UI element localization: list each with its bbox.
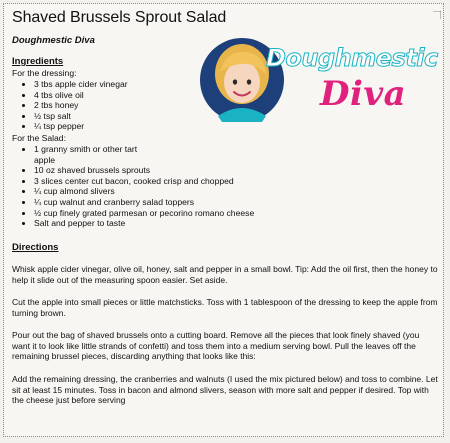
list-item: • ½ cup finely grated parmesan or pecorino romano cheese [34, 208, 254, 219]
list-item: • 1 granny smith or other tart apple [34, 144, 154, 165]
ingredients-heading: Ingredients [12, 56, 64, 67]
direction-step-1: Whisk apple cider vinegar, olive oil, honey, salt and pepper in a small bowl. Tip: Add the oil first, then the honey to help it slide out of the measuring spoon easier. Set aside. [12, 264, 438, 285]
salad-list [20, 144, 254, 229]
dressing-list [20, 79, 128, 132]
salad-label: For the Salad: [12, 133, 66, 143]
list-item: • Salt and pepper to taste [34, 218, 254, 229]
directions-heading: Directions [12, 242, 59, 253]
doughmestic-diva-logo [192, 30, 442, 126]
list-item: • 2 tbs honey [34, 100, 128, 111]
list-item: • 4 tbs olive oil [34, 90, 128, 101]
list-item: • 10 oz shaved brussels sprouts [34, 165, 254, 176]
recipe-title: Shaved Brussels Sprout Salad [12, 9, 227, 26]
list-item: • 3 slices center cut bacon, cooked crisp and chopped [34, 176, 254, 187]
direction-step-4: Add the remaining dressing, the cranberries and walnuts (I used the mix pictured below) and toss to combine. Let sit at least 15 minutes. Toss in bacon and almond slivers, season with more salt and pepper if desired. Top with the cheese just before serving [12, 374, 438, 405]
dressing-label: For the dressing: [12, 68, 77, 78]
recipe-card [3, 3, 444, 437]
list-item: • ¼ cup almond slivers [34, 186, 254, 197]
direction-step-3: Pour out the bag of shaved brussels onto a cutting board. Remove all the pieces that look finely shaved (you want it to look like little strands of confetti) and toss them into a medium serving bowl. Pull the leaves off the remaining brussel pieces, discarding anything that looks like this: [12, 330, 420, 361]
list-item: • ¼ cup walnut and cranberry salad toppers [34, 197, 254, 208]
logo-word-doughmestic: Doughmestic [266, 44, 438, 72]
list-item: • 3 tbs apple cider vinegar [34, 79, 128, 90]
direction-step-2: Cut the apple into small pieces or little matchsticks. Toss with 1 tablespoon of the dressing to keep the apple from turning brown. [12, 297, 438, 318]
list-item: • ½ tsp salt [34, 111, 128, 122]
corner-mark-icon [433, 6, 441, 14]
logo-word-diva: Diva [320, 74, 407, 114]
recipe-author: Doughmestic Diva [12, 35, 95, 46]
list-item: • ¼ tsp pepper [34, 121, 128, 132]
